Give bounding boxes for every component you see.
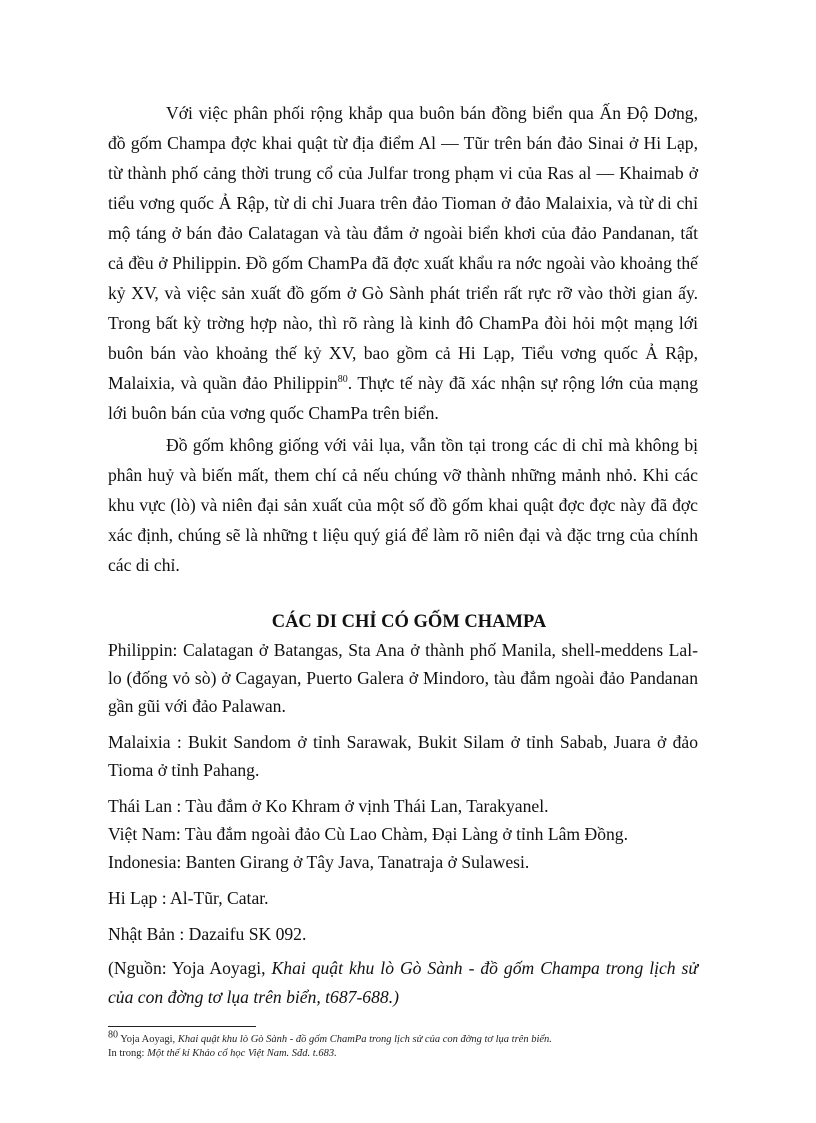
paragraph-1-lead: Với việc phân phối rộng khắp qua buôn bán đồng biển qua Ấn Độ Dơng, đồ gốm Champa đợc khai quật từ địa điểm Al — Tũr trên bán đảo Sinai ở Hi Lạp, từ thành phố cảng thời trung cổ của Julfar trong phạm vi của Ras al — Khaimab ở tiểu vơng quốc Ả Rập, từ di chỉ Juara trên đảo Tioman ở đảo Malaixia, và từ di chỉ mộ táng ở bán đảo Calatagan và tàu đắm ở ngoài biển khơi của đảo Pandanan, tất cả đều ở Philippin. Đồ gốm ChamPa đã đợc xuất khẩu ra nớc ngoài vào khoảng thế kỷ XV, và việc sản xuất đồ gốm ở Gò Sành phát triển rất rực rỡ vào thời gian ấy. Trong bất kỳ trờng hợp nào, thì rõ ràng là kinh đô ChamPa đòi hỏi một mạng lới buôn bán vào khoảng thế kỷ XV, bao gồm cả Hi Lạp, Tiểu vơng quốc Ả Rập, Malaixia, và quần đảo Philippin (108, 103, 698, 393)
section-heading: CÁC DI CHỈ CÓ GỐM CHAMPA (271, 612, 547, 632)
site-entry-malaixia: Malaixia : Bukit Sandom ở tỉnh Sarawak, Bukit Silam ở tỉnh Sabab, Juara ở đảo Tioma ở tỉnh Pahang. (108, 732, 698, 780)
footnote (108, 1029, 698, 1061)
site-entry-hi-lap: Hi Lạp : Al-Tũr, Catar. (108, 888, 269, 908)
footnote-divider (108, 1026, 256, 1027)
footnote-book: Một thế kỉ Khảo cổ học Việt Nam. Sđd. t.683. (147, 1048, 337, 1059)
source-citation (108, 954, 698, 1012)
site-entry-nhat-ban: Nhật Bản : Dazaifu SK 092. (108, 924, 307, 944)
site-entry-thai-lan: Thái Lan : Tàu đắm ở Ko Khram ở vịnh Thái Lan, Tarakyanel. (108, 796, 549, 816)
footnote-number: 80 (108, 1029, 118, 1041)
site-entry-philippin: Philippin: Calatagan ở Batangas, Sta Ana ở thành phố Manila, shell-meddens Lal-lo (đống vỏ sò) ở Cagayan, Puerto Galera ở Mindoro, tàu đắm ngoài đảo Pandanan gần gũi với đảo Palawan. (108, 640, 698, 716)
footnote-author: Yoja Aoyagi, (118, 1034, 178, 1045)
document-page (108, 98, 698, 1061)
site-entry-indonesia: Indonesia: Banten Girang ở Tây Java, Tanatraja ở Sulawesi. (108, 852, 530, 872)
footnote-in-label: In trong: (108, 1048, 148, 1059)
footnote-title: Khai quật khu lò Gò Sành - đồ gốm ChamPa trong lịch sử của con đờng tơ lụa trên biển. (177, 1034, 552, 1045)
paragraph-1-tail: . Thực tế này đã xác nhận sự rộng lớn của mạng lới buôn bán của vơng quốc ChamPa trên biển. (108, 373, 698, 423)
footnote-reference[interactable]: 80 (337, 374, 348, 386)
site-entry-viet-nam: Việt Nam: Tàu đắm ngoài đảo Cù Lao Chàm, Đại Làng ở tỉnh Lâm Đồng. (108, 824, 628, 844)
body-paragraph-2: Đồ gốm không giống với vải lụa, vẫn tồn tại trong các di chỉ mà không bị phân huỷ và biến mất, them chí cả nếu chúng vỡ thành những mảnh nhỏ. Khi các khu vực (lò) và niên đại sản xuất của một số đồ gốm khai quật đợc đợc này đã đợc xác định, chúng sẽ là những t liệu quý giá để làm rõ niên đại và đặc trng của chính các di chỉ. (108, 435, 698, 575)
source-prefix: (Nguồn: Yoja Aoyagi, (108, 958, 272, 978)
source-title: Khai quật khu lò Gò Sành - đồ gốm Champa trong lịch sử của con đờng tơ lụa trên biển, t687-688.) (108, 958, 699, 1007)
body-paragraph-1 (108, 98, 698, 428)
